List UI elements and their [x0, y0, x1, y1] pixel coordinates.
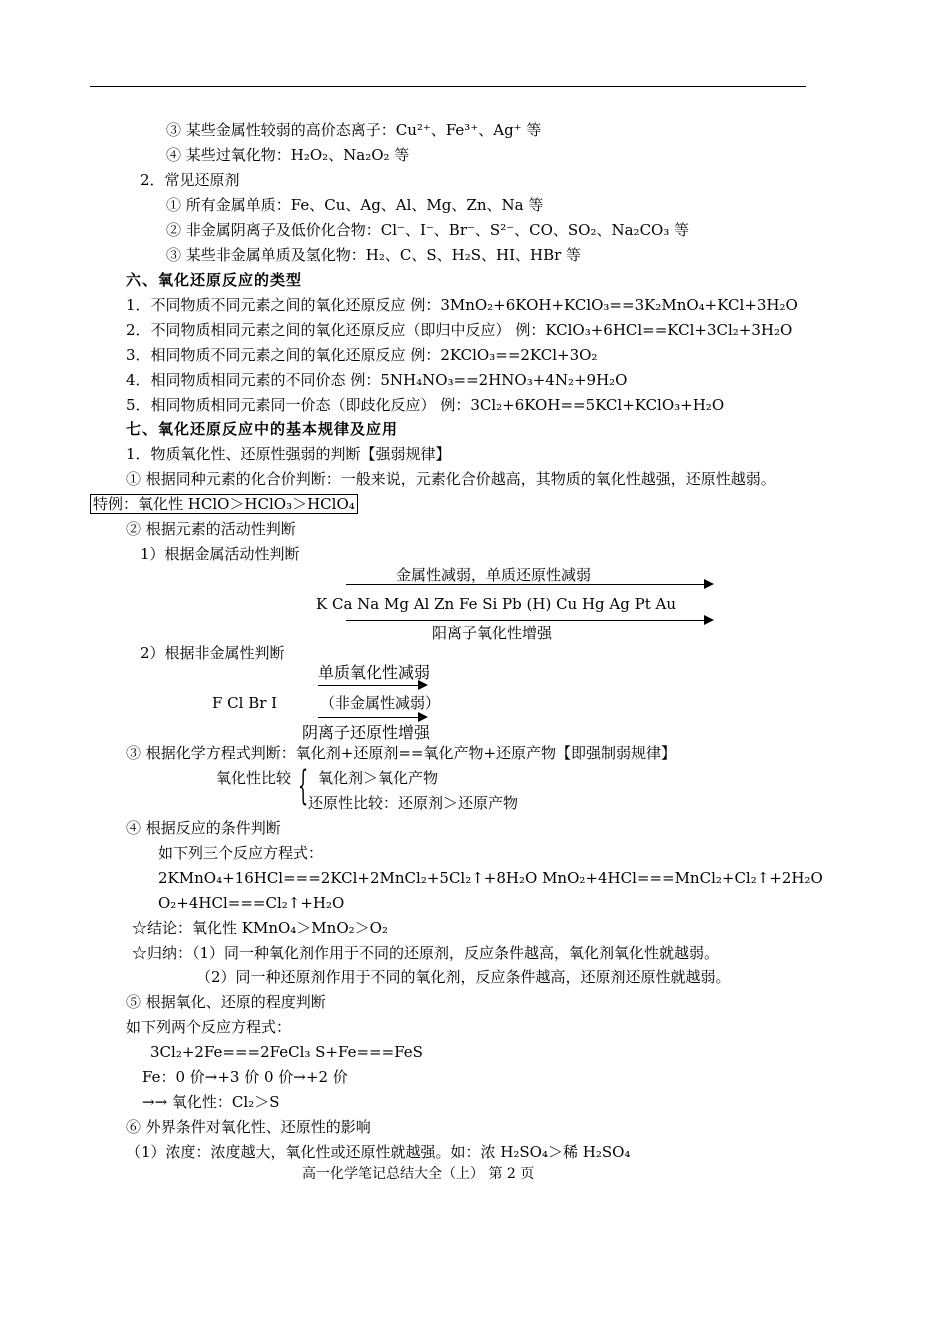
rule-4-summary-1: ☆归纳：（1）同一种氧化剂作用于不同的还原剂，反应条件越高，氧化剂氧化性就越弱。	[132, 944, 720, 962]
metal-bottom-arrow	[346, 620, 712, 621]
section-7-heading: 七、氧化还原反应中的基本规律及应用	[126, 420, 399, 438]
brace: {	[298, 763, 309, 809]
nonmetal-top-label: 单质氧化性减弱	[318, 663, 431, 682]
nonmetal-bottom-label: 阴离子还原性增强	[302, 723, 431, 742]
rule-2b: 2）根据非金属性判断	[140, 644, 285, 662]
header-rule	[90, 86, 806, 87]
rule-5-title: ⑤ 根据氧化、还原的程度判断	[126, 993, 326, 1011]
rule-4-equations-1: 2KMnO₄+16HCl===2KCl+2MnCl₂+5Cl₂↑+8H₂O MnO₂+4HCl===MnCl₂+Cl₂↑+2H₂O	[158, 869, 823, 887]
reductant-item-3: ③ 某些非金属单质及氢化物：H₂、C、S、H₂S、HI、HBr 等	[166, 246, 582, 264]
rule-6a: （1）浓度：浓度越大，氧化性或还原性就越强。如：浓 H₂SO₄＞稀 H₂SO₄	[126, 1143, 631, 1161]
metal-activity-series: K Ca Na Mg Al Zn Fe Si Pb (H) Cu Hg Ag Pt Au	[316, 595, 677, 613]
nonmetal-series: F Cl Br I	[212, 694, 278, 712]
rule-6-title: ⑥ 外界条件对氧化性、还原性的影响	[126, 1118, 371, 1136]
section-6-heading: 六、氧化还原反应的类型	[126, 271, 303, 289]
rule-4-equations-2: O₂+4HCl===Cl₂↑+H₂O	[158, 894, 345, 912]
rule-4a: 如下列三个反应方程式：	[158, 844, 324, 862]
rule-5-valence: Fe：0 价→+3 价 0 价→+2 价	[142, 1068, 348, 1086]
rule-1-title: 1．物质氧化性、还原性强弱的判断【强弱规律】	[126, 445, 451, 463]
rule-2a: 1）根据金属活动性判断	[140, 545, 300, 563]
type-3: 3．相同物质不同元素之间的氧化还原反应 例：2KClO₃==2KCl+3O₂	[126, 346, 598, 364]
nonmetal-note: （非金属性减弱）	[320, 694, 441, 712]
nonmetal-top-arrow	[318, 685, 426, 686]
rule-3-ox: 氧化剂＞氧化产物	[318, 769, 439, 787]
type-2: 2．不同物质相同元素之间的氧化还原反应（即归中反应） 例：KClO₃+6HCl==KCl+3Cl₂+3H₂O	[126, 321, 793, 339]
rule-3-ox-label: 氧化性比较	[216, 769, 292, 787]
reductant-item-2: ② 非金属阴离子及低价化合物：Cl⁻、I⁻、Br⁻、S²⁻、CO、SO₂、Na₂CO₃ 等	[166, 221, 690, 239]
rule-1a: ① 根据同种元素的化合价判断：一般来说，元素化合价越高，其物质的氧化性越强，还原性越弱。	[126, 470, 776, 488]
rule-4-conclusion: ☆结论：氧化性 KMnO₄＞MnO₂＞O₂	[132, 919, 388, 937]
page-footer: 高一化学笔记总结大全（上） 第 2 页	[302, 1166, 535, 1182]
oxidant-item-3: ③ 某些金属性较弱的高价态离子：Cu²⁺、Fe³⁺、Ag⁺ 等	[166, 121, 542, 139]
type-5: 5．相同物质相同元素同一价态（即歧化反应） 例：3Cl₂+6KOH==5KCl+KClO₃+H₂O	[126, 396, 725, 414]
rule-3-title: ③ 根据化学方程式判断：氧化剂+还原剂==氧化产物+还原产物【即强制弱规律】	[126, 744, 677, 762]
type-4: 4．相同物质相同元素的不同价态 例：5NH₄NO₃==2HNO₃+4N₂+9H₂O	[126, 371, 628, 389]
rule-5-equations: 3Cl₂+2Fe===2FeCl₃ S+Fe===FeS	[150, 1043, 423, 1061]
reductant-item-1: ① 所有金属单质：Fe、Cu、Ag、Al、Mg、Zn、Na 等	[166, 196, 544, 214]
rule-5-conclusion: →→ 氧化性：Cl₂＞S	[142, 1093, 280, 1111]
oxidant-item-4: ④ 某些过氧化物：H₂O₂、Na₂O₂ 等	[166, 146, 410, 164]
metal-top-label: 金属性减弱，单质还原性减弱	[396, 566, 592, 584]
reductant-title: 2．常见还原剂	[140, 171, 240, 189]
rule-5a: 如下列两个反应方程式：	[126, 1018, 292, 1036]
special-case-box: 特例：氧化性 HClO＞HClO₃＞HClO₄	[90, 494, 358, 514]
metal-bottom-label: 阳离子氧化性增强	[432, 624, 553, 642]
rule-2-title: ② 根据元素的活动性判断	[126, 520, 296, 538]
rule-3-red: 还原性比较：还原剂＞还原产物	[308, 794, 519, 812]
metal-top-arrow	[346, 584, 712, 585]
rule-4-title: ④ 根据反应的条件判断	[126, 819, 281, 837]
type-1: 1．不同物质不同元素之间的氧化还原反应 例：3MnO₂+6KOH+KClO₃==3K₂MnO₄+KCl+3H₂O	[126, 296, 798, 314]
nonmetal-bottom-arrow	[318, 717, 426, 718]
rule-4-summary-2: （2）同一种还原剂作用于不同的氧化剂，反应条件越高，还原剂还原性就越弱。	[196, 968, 731, 986]
